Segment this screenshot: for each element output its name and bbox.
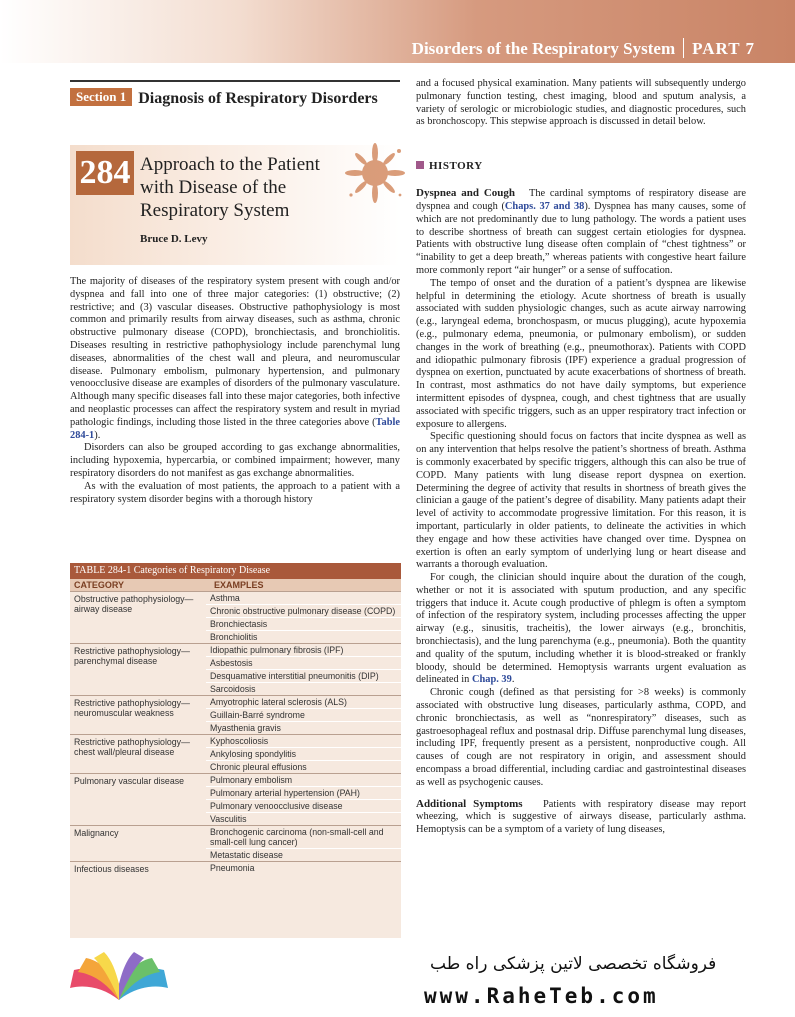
table-row — [70, 695, 401, 734]
spacer — [416, 790, 746, 798]
paragraph-cough — [416, 572, 746, 687]
section-tag: Section 1 — [70, 88, 132, 106]
table-example-item: Pulmonary embolism — [206, 774, 401, 787]
chapter-number: 284 — [76, 151, 134, 195]
table-example-item: Asbestosis — [206, 657, 401, 670]
history-heading — [416, 160, 483, 172]
paragraph-text: The cardinal symptoms of respiratory disease are dyspnea and cough ( — [416, 188, 747, 212]
table-example-item: Sarcoidosis — [210, 684, 256, 694]
table-example-item: Metastatic disease — [210, 850, 283, 860]
store-url[interactable]: www.RaheTeb.com — [424, 984, 659, 1008]
chapter-39-link[interactable]: Chap. 39 — [471, 674, 512, 686]
header-separator — [683, 38, 684, 58]
table-title: TABLE 284-1 Categories of Respiratory Disease — [70, 563, 401, 579]
left-column-text — [70, 276, 400, 506]
ink-splat-icon — [345, 141, 405, 203]
paragraph-text: ). Dyspnea has many causes, some of which are not predominantly due to lung pathology. The words a patient uses to describe shortness of breath can suggest certain etiologies for dyspnea. Patients with obstructive lung disease often complain of “chest tightness” or “inability to get a deep breath,” whereas patients with congestive heart failure more commonly report “air hunger” or a sense of suffocation. — [416, 200, 746, 276]
paragraph-specific-questioning: Specific questioning should focus on factors that incite dyspnea as well as on any intervention that helps resolve the patient’s shortness of breath. Asthma is commonly exacerbated by specific triggers, although this can also be true of COPD. Many patients with lung disease report dyspnea on exertion. Determining the degree of activity that results in shortness of breath gives the clinician a gauge of the patient’s degree of disability. Many patients adapt their level of activity to accommodate progressive limitation. For this reason, it is important, particularly in older patients, to delineate the activities in which they engage and how these activities have changed over time. Dyspnea on exertion is often an early symptom of underlying lung or heart disease and warrants a thorough evaluation. — [416, 431, 746, 571]
open-book-logo-icon — [64, 948, 174, 1010]
table-example-item: Pulmonary venoocclusive disease — [206, 800, 401, 813]
store-name: فروشگاه تخصصی لاتین پزشکی راه طب — [430, 954, 717, 974]
table-row — [70, 861, 401, 876]
paragraph-continuation: and a focused physical examination. Many patients will subsequently undergo pulmonary function testing, chest imaging, blood and sputum analysis, a variety of serologic or microbiologic studies, and diagnostic procedures, such as bronchoscopy. This stepwise approach is discussed in detail below. — [416, 78, 746, 128]
table-example-item: Pneumonia — [210, 863, 255, 873]
chapter-title: Approach to the Patient with Disease of the Respiratory System — [140, 154, 320, 221]
table-header-examples: EXAMPLES — [214, 580, 264, 590]
paragraph-tempo: The tempo of onset and the duration of a patient’s dyspnea are likewise helpful in determining the etiology. Acute shortness of breath is usually associated with sudden physiologic changes, such as acute airway narrowing (e.g., laryngeal edema, bronchospasm, or mucus plugging), acute hypoxemia (e.g., pulmonary edema, pneumonia, or pulmonary embolism), or sudden changes in the work of breathing (e.g., pneumothorax). Patients with COPD and idiopathic pulmonary fibrosis (IPF) experience a gradual progression of dyspnea on exertion, punctuated by acute exacerbations of shortness of breath. In contrast, most asthmatics do not have daily symptoms, but experience intermittent episodes of dyspnea, cough, and chest tightness that are usually associated with specific triggers, such as an upper respiratory tract infection or exposure to allergens. — [416, 277, 746, 430]
chapter-banner — [70, 145, 400, 265]
running-header — [0, 0, 795, 63]
table-example-item: Chronic pleural effusions — [210, 762, 307, 772]
history-heading-text: HISTORY — [429, 160, 483, 172]
table-example-item: Kyphoscoliosis — [206, 735, 401, 748]
runin-heading-additional: Additional Symptoms — [416, 797, 523, 810]
table-reference-link[interactable]: Table 284-1 — [70, 416, 400, 441]
paragraph-dyspnea-cough — [416, 187, 746, 278]
section-heading — [70, 80, 400, 109]
chapter-reference-link[interactable]: Chaps. 37 and 38 — [504, 200, 585, 212]
paragraph-additional-symptoms — [416, 798, 746, 837]
table-cell-examples — [206, 644, 401, 695]
table-cell-examples — [206, 735, 401, 773]
table-example-item: Vasculitis — [210, 814, 247, 824]
table-cell-category: Obstructive pathophysiology—airway disease — [74, 594, 194, 614]
table-cell-examples — [206, 862, 401, 876]
table-row — [70, 591, 401, 643]
table-header-category: CATEGORY — [74, 580, 125, 590]
table-row — [70, 734, 401, 773]
running-header-title: Disorders of the Respiratory System — [411, 39, 676, 58]
footer-banner — [0, 938, 795, 1017]
table-row — [70, 773, 401, 825]
table-cell-category: Infectious diseases — [74, 864, 149, 874]
table-example-item: Guillain-Barré syndrome — [206, 709, 401, 722]
table-example-item: Chronic obstructive pulmonary disease (COPD) — [206, 605, 401, 618]
table-cell-examples — [206, 774, 401, 825]
right-column-text — [416, 78, 746, 837]
table-row — [70, 643, 401, 695]
table-cell-category: Malignancy — [74, 828, 119, 838]
paragraph-text: Patients with respiratory disease may report wheezing, which is suggestive of airways disease, particularly asthma. Hemoptysis can be a symptom of a variety of lung diseases, — [416, 798, 746, 836]
square-bullet-icon — [416, 161, 424, 169]
table-cell-category: Restrictive pathophysiology—chest wall/pleural disease — [74, 737, 190, 757]
paragraph-text: . — [511, 674, 515, 686]
table-example-item: Amyotrophic lateral sclerosis (ALS) — [206, 696, 401, 709]
table-example-item: Asthma — [206, 592, 401, 605]
section-title: Diagnosis of Respiratory Disorders — [138, 90, 378, 107]
table-body — [70, 591, 401, 876]
paragraph-approach: As with the evaluation of most patients, the approach to a patient with a respiratory system disorder begins with a thorough history — [70, 480, 400, 505]
paragraph-text: ). — [94, 429, 101, 441]
paragraph-text: The majority of diseases of the respiratory system present with cough and/or dyspnea and fall into one of three major categories: (1) obstructive; (2) restrictive; and (3) vascular diseases. Obstructive pathophysiology is most common and primarily results from airway diseases, such as asthma, chronic obstructive pulmonary disease (COPD), bronchiectasis, and bronchiolitis. Diseases resulting in restrictive pathophysiology include parenchymal lung diseases, abnormalities of the chest wall and pleura, and neuromuscular disease. Pulmonary embolism, pulmonary hypertension, and pulmonary venoocclusive disease are examples of disorders of the pulmonary vasculature. Although many specific diseases fall into these major categories, both infective and neoplastic processes can affect the respiratory system and result in myriad pathologic findings, including those listed in the three categories above ( — [70, 276, 400, 428]
table-cell-examples — [206, 696, 401, 734]
table-example-item: Bronchiolitis — [210, 632, 258, 642]
table-cell-category: Restrictive pathophysiology—neuromuscular weakness — [74, 698, 190, 718]
categories-table — [70, 563, 401, 938]
paragraph-gas-exchange: Disorders can also be grouped according to gas exchange abnormalities, including hypoxemia, hypercarbia, or combined impairment; however, many respiratory disorders do not manifest as gas exchange abnormalities. — [70, 442, 400, 479]
table-cell-category: Restrictive pathophysiology—parenchymal disease — [74, 646, 190, 666]
paragraph-chronic-cough: Chronic cough (defined as that persisting for >8 weeks) is commonly associated with obstructive lung diseases, particularly asthma, COPD, and chronic bronchiectasis, as well as “nonrespiratory” diseases, such as gastroesophageal reflux and postnasal drip. Diffuse parenchymal lung diseases, including IPF, frequently present as a persistent, nonproductive cough. All causes of cough are not respiratory in origin, and assessment should encompass a broad differential, including cardiac and gastrointestinal diseases as well as psychogenic causes. — [416, 687, 746, 788]
runin-heading-dyspnea: Dyspnea and Cough — [416, 187, 516, 200]
table-cell-examples — [206, 592, 401, 643]
table-example-item: Ankylosing spondylitis — [206, 748, 401, 761]
table-row — [70, 825, 401, 861]
paragraph-text: For cough, the clinician should inquire about the duration of the cough, whether or not it is associated with sputum production, and any specific triggers that induce it. Acute cough productive of phlegm is often a symptom of infection of the respiratory system, including processes affecting the upper airway (e.g., sinusitis, tracheitis), the lower airways (e.g., bronchitis, bronchiectasis), and the lung parenchyma (e.g., pneumonia). Both the quantity and quality of the sputum, including whether it is blood-streaked or frankly bloody, should be determined. Hemoptysis warrants urgent evaluation as delineated in — [416, 572, 746, 686]
table-example-item: Bronchogenic carcinoma (non-small-cell and small-cell lung cancer) — [206, 826, 401, 849]
running-header-part: PART 7 — [692, 39, 755, 58]
chapter-author: Bruce D. Levy — [140, 233, 208, 245]
table-cell-examples — [206, 826, 401, 861]
table-example-item: Myasthenia gravis — [210, 723, 281, 733]
spacer — [416, 129, 746, 187]
table-header-row — [70, 579, 401, 591]
running-header-text — [412, 38, 755, 59]
table-example-item: Pulmonary arterial hypertension (PAH) — [206, 787, 401, 800]
table-cell-category: Pulmonary vascular disease — [74, 776, 185, 786]
paragraph-intro — [70, 276, 400, 442]
table-example-item: Idiopathic pulmonary fibrosis (IPF) — [206, 644, 401, 657]
table-example-item: Desquamative interstitial pneumonitis (DIP) — [206, 670, 401, 683]
table-example-item: Bronchiectasis — [206, 618, 401, 631]
